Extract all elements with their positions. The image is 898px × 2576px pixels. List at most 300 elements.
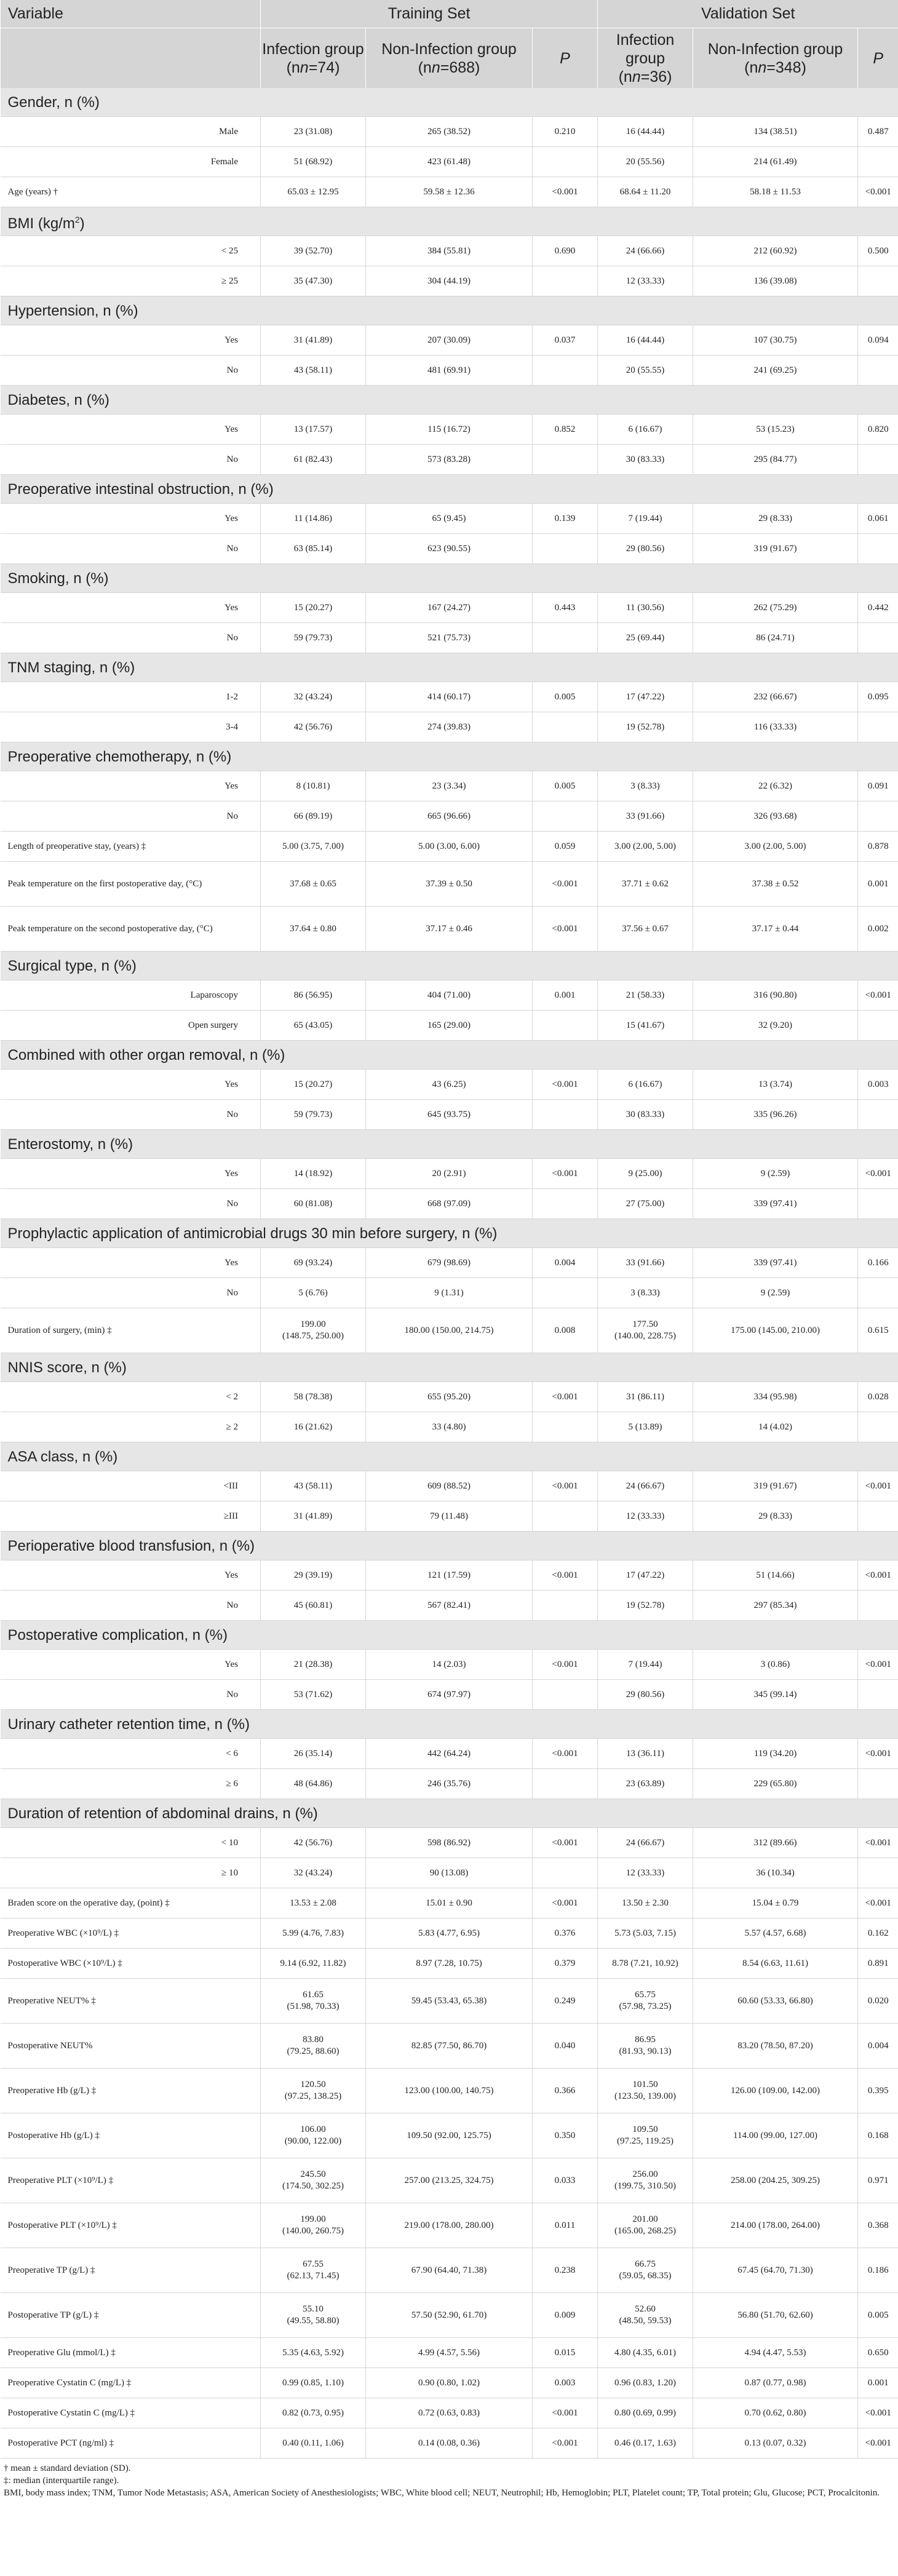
validation-p-cell: 0.442 bbox=[858, 593, 898, 623]
training-infection-cell: 199.00 (140.00, 260.75) bbox=[261, 2203, 366, 2248]
training-infection-cell: 66 (89.19) bbox=[261, 801, 366, 832]
category-row bbox=[1, 1501, 898, 1532]
variable-row bbox=[1, 2248, 898, 2293]
validation-non-infection-cell: 345 (99.14) bbox=[693, 1680, 858, 1710]
training-p-cell: 0.852 bbox=[533, 415, 598, 445]
validation-infection-cell: 27 (75.00) bbox=[598, 1189, 693, 1219]
training-infection-cell: 65.03 ± 12.95 bbox=[261, 177, 366, 207]
validation-non-infection-cell: 114.00 (99.00, 127.00) bbox=[693, 2113, 858, 2158]
training-infection-cell: 199.00 (148.75, 250.00) bbox=[261, 1308, 366, 1353]
section-label-text: BMI (kg/m bbox=[7, 215, 75, 232]
validation-p-cell: 0.061 bbox=[858, 504, 898, 534]
validation-p-cell: 0.650 bbox=[858, 2338, 898, 2368]
row-label: ≥ 6 bbox=[1, 1769, 261, 1799]
section-label-text: Smoking, n (%) bbox=[7, 570, 109, 587]
validation-p-cell: 0.003 bbox=[858, 1070, 898, 1100]
validation-infection-cell: 11 (30.56) bbox=[598, 593, 693, 623]
validation-p-cell: 0.500 bbox=[858, 236, 898, 266]
training-non-infection-cell: 165 (29.00) bbox=[366, 1011, 533, 1041]
validation-non-infection-cell: 83.20 (78.50, 87.20) bbox=[693, 2024, 858, 2069]
section-label bbox=[1, 1710, 898, 1739]
training-p-cell bbox=[533, 1769, 598, 1799]
training-infection-cell: 43 (58.11) bbox=[261, 1471, 366, 1501]
validation-infection-cell: 5 (13.89) bbox=[598, 1412, 693, 1442]
row-label: Peak temperature on the second postoperative day, (°C) bbox=[1, 907, 261, 952]
variable-row bbox=[1, 832, 898, 862]
category-row bbox=[1, 445, 898, 475]
validation-non-infection-cell: 119 (34.20) bbox=[693, 1739, 858, 1769]
category-row bbox=[1, 1011, 898, 1041]
validation-infection-cell: 20 (55.55) bbox=[598, 356, 693, 386]
footnote: ‡: median (interquartile range). bbox=[4, 2476, 119, 2486]
row-label: Yes bbox=[1, 1560, 261, 1591]
section-label bbox=[1, 296, 898, 325]
validation-non-infection-cell: 214.00 (178.00, 264.00) bbox=[693, 2203, 858, 2248]
validation-non-infection-cell: 262 (75.29) bbox=[693, 593, 858, 623]
section-label bbox=[1, 1532, 898, 1560]
training-infection-cell: 58 (78.38) bbox=[261, 1382, 366, 1412]
section-label-text: Combined with other organ removal, n (%) bbox=[7, 1046, 285, 1063]
category-row bbox=[1, 236, 898, 266]
validation-infection-cell: 16 (44.44) bbox=[598, 325, 693, 356]
section-label bbox=[1, 952, 898, 980]
section-row bbox=[1, 742, 898, 771]
validation-infection-cell: 25 (69.44) bbox=[598, 623, 693, 653]
section-label-text: Postoperative complication, n (%) bbox=[7, 1626, 228, 1644]
row-label: Yes bbox=[1, 1650, 261, 1680]
training-non-infection-cell: 423 (61.48) bbox=[366, 147, 533, 177]
validation-non-infection-cell: 0.87 (0.77, 0.98) bbox=[693, 2368, 858, 2398]
row-label: <III bbox=[1, 1471, 261, 1501]
training-p-cell: 0.376 bbox=[533, 1918, 598, 1949]
category-row bbox=[1, 712, 898, 742]
variable-row bbox=[1, 2293, 898, 2338]
training-non-infection-cell: 33 (4.80) bbox=[366, 1412, 533, 1442]
validation-non-infection-cell: 32 (9.20) bbox=[693, 1011, 858, 1041]
training-p-cell bbox=[533, 1501, 598, 1532]
validation-non-infection-cell: 107 (30.75) bbox=[693, 325, 858, 356]
training-p-cell: <0.001 bbox=[533, 907, 598, 952]
training-infection-cell: 8 (10.81) bbox=[261, 771, 366, 801]
section-row bbox=[1, 564, 898, 593]
category-row bbox=[1, 1412, 898, 1442]
validation-infection-cell: 33 (91.66) bbox=[598, 801, 693, 832]
validation-p-cell: 0.095 bbox=[858, 682, 898, 712]
training-infection-cell: 69 (93.24) bbox=[261, 1248, 366, 1278]
row-label: Postoperative PLT (×10⁹/L) ‡ bbox=[1, 2203, 261, 2248]
section-label bbox=[1, 386, 898, 415]
category-row bbox=[1, 1769, 898, 1799]
row-label: No bbox=[1, 1591, 261, 1621]
training-infection-cell: 21 (28.38) bbox=[261, 1650, 366, 1680]
row-label: Yes bbox=[1, 325, 261, 356]
row-label: Length of preoperative stay, (years) ‡ bbox=[1, 832, 261, 862]
footnote: † mean ± standard deviation (SD). bbox=[4, 2463, 131, 2473]
validation-infection-cell: 68.64 ± 11.20 bbox=[598, 177, 693, 207]
validation-non-infection-cell: 136 (39.08) bbox=[693, 266, 858, 296]
row-label: Female bbox=[1, 147, 261, 177]
training-non-infection-cell: 304 (44.19) bbox=[366, 266, 533, 296]
section-label bbox=[1, 1353, 898, 1382]
training-p-cell: 0.059 bbox=[533, 832, 598, 862]
training-infection-cell: 26 (35.14) bbox=[261, 1739, 366, 1769]
training-infection-cell: 15 (20.27) bbox=[261, 593, 366, 623]
training-non-infection-cell: 65 (9.45) bbox=[366, 504, 533, 534]
section-row bbox=[1, 386, 898, 415]
training-non-infection-cell: 82.85 (77.50, 86.70) bbox=[366, 2024, 533, 2069]
validation-infection-cell: 7 (19.44) bbox=[598, 1650, 693, 1680]
validation-p-cell bbox=[858, 1189, 898, 1219]
training-p-cell bbox=[533, 1591, 598, 1621]
validation-non-infection-cell: 316 (90.80) bbox=[693, 980, 858, 1011]
training-non-infection-cell: 4.99 (4.57, 5.56) bbox=[366, 2338, 533, 2368]
row-label: No bbox=[1, 445, 261, 475]
training-infection-cell: 43 (58.11) bbox=[261, 356, 366, 386]
training-non-infection-cell: 8.97 (7.28, 10.75) bbox=[366, 1949, 533, 1979]
validation-non-infection-cell: 67.45 (64.70, 71.30) bbox=[693, 2248, 858, 2293]
row-label: Preoperative Hb (g/L) ‡ bbox=[1, 2069, 261, 2113]
validation-p-cell: 0.891 bbox=[858, 1949, 898, 1979]
validation-p-cell: <0.001 bbox=[858, 980, 898, 1011]
section-label bbox=[1, 1219, 898, 1248]
training-infection-cell: 61 (82.43) bbox=[261, 445, 366, 475]
row-label: Open surgery bbox=[1, 1011, 261, 1041]
training-non-infection-cell: 645 (93.75) bbox=[366, 1100, 533, 1130]
training-non-infection-cell: 67.90 (64.40, 71.38) bbox=[366, 2248, 533, 2293]
training-p-cell bbox=[533, 1100, 598, 1130]
training-infection-cell: 23 (31.08) bbox=[261, 117, 366, 147]
validation-non-infection-cell: 297 (85.34) bbox=[693, 1591, 858, 1621]
training-p-cell: <0.001 bbox=[533, 1888, 598, 1918]
section-label-text: Duration of retention of abdominal drains, n (%) bbox=[7, 1805, 318, 1822]
validation-p-cell: 0.162 bbox=[858, 1918, 898, 1949]
row-label: Postoperative PCT (ng/ml) ‡ bbox=[1, 2428, 261, 2459]
training-infection-cell: 0.99 (0.85, 1.10) bbox=[261, 2368, 366, 2398]
training-infection-cell: 42 (56.76) bbox=[261, 1828, 366, 1858]
training-infection-cell: 0.82 (0.73, 0.95) bbox=[261, 2398, 366, 2428]
row-label: Peak temperature on the first postoperative day, (°C) bbox=[1, 862, 261, 907]
validation-non-infection-cell: 258.00 (204.25, 309.25) bbox=[693, 2158, 858, 2203]
validation-infection-cell: 9 (25.00) bbox=[598, 1159, 693, 1189]
variable-row bbox=[1, 2338, 898, 2368]
category-row bbox=[1, 1858, 898, 1888]
training-non-infection-cell: 14 (2.03) bbox=[366, 1650, 533, 1680]
training-non-infection-cell: 384 (55.81) bbox=[366, 236, 533, 266]
training-infection-cell: 13.53 ± 2.08 bbox=[261, 1888, 366, 1918]
validation-non-infection-cell: 37.17 ± 0.44 bbox=[693, 907, 858, 952]
training-infection-cell: 42 (56.76) bbox=[261, 712, 366, 742]
training-p-cell: <0.001 bbox=[533, 177, 598, 207]
training-infection-cell: 5 (6.76) bbox=[261, 1278, 366, 1308]
section-label bbox=[1, 88, 898, 117]
validation-p-cell: 0.368 bbox=[858, 2203, 898, 2248]
training-infection-cell: 39 (52.70) bbox=[261, 236, 366, 266]
validation-infection-cell: 31 (86.11) bbox=[598, 1382, 693, 1412]
validation-infection-cell: 66.75 (59.05, 68.35) bbox=[598, 2248, 693, 2293]
validation-non-infection-cell: 56.80 (51.70, 62.60) bbox=[693, 2293, 858, 2338]
validation-non-infection-cell: 15.04 ± 0.79 bbox=[693, 1888, 858, 1918]
row-label: ≥ 25 bbox=[1, 266, 261, 296]
training-p-header: P bbox=[533, 28, 598, 89]
variable-header-spacer bbox=[1, 28, 261, 89]
validation-infection-cell: 30 (83.33) bbox=[598, 445, 693, 475]
row-label: No bbox=[1, 1680, 261, 1710]
section-row bbox=[1, 1710, 898, 1739]
validation-p-cell: 0.001 bbox=[858, 2368, 898, 2398]
row-label: No bbox=[1, 801, 261, 832]
training-non-infection-cell: 609 (88.52) bbox=[366, 1471, 533, 1501]
training-non-infection-cell: 598 (86.92) bbox=[366, 1828, 533, 1858]
validation-non-infection-cell: 60.60 (53.33, 66.80) bbox=[693, 1979, 858, 2024]
section-row bbox=[1, 475, 898, 504]
training-non-infection-cell: 0.72 (0.63, 0.83) bbox=[366, 2398, 533, 2428]
category-row bbox=[1, 415, 898, 445]
category-row bbox=[1, 1591, 898, 1621]
category-row bbox=[1, 1739, 898, 1769]
validation-infection-cell: 201.00 (165.00, 268.25) bbox=[598, 2203, 693, 2248]
validation-infection-cell: 0.80 (0.69, 0.99) bbox=[598, 2398, 693, 2428]
section-label-text: Gender, n (%) bbox=[7, 93, 100, 111]
variable-row bbox=[1, 1888, 898, 1918]
training-non-infection-cell: 121 (17.59) bbox=[366, 1560, 533, 1591]
validation-infection-cell: 17 (47.22) bbox=[598, 1560, 693, 1591]
validation-non-infection-cell: 241 (69.25) bbox=[693, 356, 858, 386]
training-p-cell: <0.001 bbox=[533, 2398, 598, 2428]
validation-non-infection-cell: 51 (14.66) bbox=[693, 1560, 858, 1591]
training-p-cell: <0.001 bbox=[533, 862, 598, 907]
validation-non-infection-cell: 126.00 (109.00, 142.00) bbox=[693, 2069, 858, 2113]
training-non-infection-cell: 57.50 (52.90, 61.70) bbox=[366, 2293, 533, 2338]
validation-infection-cell: 37.56 ± 0.67 bbox=[598, 907, 693, 952]
training-infection-cell: 5.99 (4.76, 7.83) bbox=[261, 1918, 366, 1949]
category-row bbox=[1, 623, 898, 653]
training-p-cell: 0.139 bbox=[533, 504, 598, 534]
section-label bbox=[1, 653, 898, 682]
variable-header: Variable bbox=[1, 0, 261, 28]
validation-non-infection-cell: 3 (0.86) bbox=[693, 1650, 858, 1680]
validation-infection-cell: 19 (52.78) bbox=[598, 712, 693, 742]
row-label: < 2 bbox=[1, 1382, 261, 1412]
section-label-end: ) bbox=[79, 215, 85, 232]
training-non-infection-cell: 414 (60.17) bbox=[366, 682, 533, 712]
section-row bbox=[1, 1799, 898, 1828]
validation-p-cell: 0.395 bbox=[858, 2069, 898, 2113]
validation-non-infection-cell: 86 (24.71) bbox=[693, 623, 858, 653]
training-non-infection-cell: 219.00 (178.00, 280.00) bbox=[366, 2203, 533, 2248]
category-row bbox=[1, 117, 898, 147]
training-infection-cell: 53 (71.62) bbox=[261, 1680, 366, 1710]
row-label: Preoperative NEUT% ‡ bbox=[1, 1979, 261, 2024]
validation-p-cell: 0.487 bbox=[858, 117, 898, 147]
validation-infection-cell: 12 (33.33) bbox=[598, 1858, 693, 1888]
section-label-text: Diabetes, n (%) bbox=[7, 391, 109, 408]
validation-infection-cell: 23 (63.89) bbox=[598, 1769, 693, 1799]
validation-non-infection-cell: 116 (33.33) bbox=[693, 712, 858, 742]
training-non-infection-cell: 37.39 ± 0.50 bbox=[366, 862, 533, 907]
training-p-cell: 0.379 bbox=[533, 1949, 598, 1979]
validation-p-cell bbox=[858, 266, 898, 296]
section-label-sup: 2 bbox=[74, 214, 80, 225]
row-label: < 10 bbox=[1, 1828, 261, 1858]
validation-non-infection-cell: 22 (6.32) bbox=[693, 771, 858, 801]
validation-infection-cell: 4.80 (4.35, 6.01) bbox=[598, 2338, 693, 2368]
training-p-cell: 0.443 bbox=[533, 593, 598, 623]
training-non-infection-cell: 567 (82.41) bbox=[366, 1591, 533, 1621]
variable-row bbox=[1, 1918, 898, 1949]
validation-infection-cell: 3 (8.33) bbox=[598, 771, 693, 801]
training-infection-cell: 65 (43.05) bbox=[261, 1011, 366, 1041]
training-non-infection-cell: 59.45 (53.43, 65.38) bbox=[366, 1979, 533, 2024]
training-non-infection-cell: 521 (75.73) bbox=[366, 623, 533, 653]
section-label bbox=[1, 1041, 898, 1070]
training-non-infection-header: Non-Infection group (nn=688) bbox=[366, 28, 533, 89]
training-set-header: Training Set bbox=[261, 0, 598, 28]
row-label: No bbox=[1, 623, 261, 653]
validation-infection-cell: 24 (66.67) bbox=[598, 1828, 693, 1858]
category-row bbox=[1, 1070, 898, 1100]
training-non-infection-cell: 623 (90.55) bbox=[366, 534, 533, 564]
validation-p-cell bbox=[858, 712, 898, 742]
validation-non-infection-cell: 229 (65.80) bbox=[693, 1769, 858, 1799]
section-label-text: Surgical type, n (%) bbox=[7, 957, 137, 974]
section-row bbox=[1, 1353, 898, 1382]
category-row bbox=[1, 801, 898, 832]
row-label: Yes bbox=[1, 593, 261, 623]
training-p-cell: 0.366 bbox=[533, 2069, 598, 2113]
section-row bbox=[1, 296, 898, 325]
category-row bbox=[1, 1560, 898, 1591]
validation-p-cell: <0.001 bbox=[858, 1888, 898, 1918]
training-p-cell: 0.005 bbox=[533, 682, 598, 712]
training-non-infection-cell: 207 (30.09) bbox=[366, 325, 533, 356]
training-non-infection-cell: 668 (97.09) bbox=[366, 1189, 533, 1219]
training-p-cell: 0.001 bbox=[533, 980, 598, 1011]
row-label: Preoperative WBC (×10⁹/L) ‡ bbox=[1, 1918, 261, 1949]
training-p-cell bbox=[533, 801, 598, 832]
validation-infection-cell: 20 (55.56) bbox=[598, 147, 693, 177]
validation-p-cell: 0.971 bbox=[858, 2158, 898, 2203]
training-p-cell bbox=[533, 534, 598, 564]
training-infection-cell: 14 (18.92) bbox=[261, 1159, 366, 1189]
validation-non-infection-cell: 9 (2.59) bbox=[693, 1159, 858, 1189]
validation-infection-cell: 6 (16.67) bbox=[598, 1070, 693, 1100]
section-label bbox=[1, 1130, 898, 1159]
validation-p-cell bbox=[858, 445, 898, 475]
section-row bbox=[1, 1532, 898, 1560]
section-label-text: ASA class, n (%) bbox=[7, 1448, 118, 1465]
validation-p-cell bbox=[858, 1412, 898, 1442]
category-row bbox=[1, 1100, 898, 1130]
training-non-infection-cell: 9 (1.31) bbox=[366, 1278, 533, 1308]
validation-p-cell: <0.001 bbox=[858, 1471, 898, 1501]
validation-p-cell bbox=[858, 1278, 898, 1308]
variable-row bbox=[1, 2398, 898, 2428]
variable-row bbox=[1, 1949, 898, 1979]
validation-non-infection-cell: 37.38 ± 0.52 bbox=[693, 862, 858, 907]
validation-p-cell bbox=[858, 1100, 898, 1130]
validation-infection-cell: 101.50 (123.50, 139.00) bbox=[598, 2069, 693, 2113]
training-p-cell: <0.001 bbox=[533, 1739, 598, 1769]
training-p-cell: 0.690 bbox=[533, 236, 598, 266]
training-p-cell: 0.004 bbox=[533, 1248, 598, 1278]
training-p-cell bbox=[533, 445, 598, 475]
training-infection-cell: 35 (47.30) bbox=[261, 266, 366, 296]
row-label: Postoperative Cystatin C (mg/L) ‡ bbox=[1, 2398, 261, 2428]
validation-p-cell bbox=[858, 534, 898, 564]
training-non-infection-cell: 679 (98.69) bbox=[366, 1248, 533, 1278]
category-row bbox=[1, 325, 898, 356]
training-infection-cell: 83.80 (79.25, 88.60) bbox=[261, 2024, 366, 2069]
validation-p-cell: 0.186 bbox=[858, 2248, 898, 2293]
section-row bbox=[1, 207, 898, 236]
training-p-cell bbox=[533, 712, 598, 742]
validation-infection-cell: 3 (8.33) bbox=[598, 1278, 693, 1308]
validation-non-infection-cell: 134 (38.51) bbox=[693, 117, 858, 147]
training-non-infection-cell: 109.50 (92.00, 125.75) bbox=[366, 2113, 533, 2158]
category-row bbox=[1, 593, 898, 623]
variable-row bbox=[1, 2368, 898, 2398]
row-label: Yes bbox=[1, 1248, 261, 1278]
section-row bbox=[1, 1621, 898, 1650]
section-label bbox=[1, 1621, 898, 1650]
section-label-text: Enterostomy, n (%) bbox=[7, 1135, 133, 1153]
validation-p-cell: <0.001 bbox=[858, 1560, 898, 1591]
training-non-infection-cell: 123.00 (100.00, 140.75) bbox=[366, 2069, 533, 2113]
validation-non-infection-cell: 3.00 (2.00, 5.00) bbox=[693, 832, 858, 862]
row-label: 3-4 bbox=[1, 712, 261, 742]
training-non-infection-cell: 23 (3.34) bbox=[366, 771, 533, 801]
variable-row bbox=[1, 2113, 898, 2158]
footnote: BMI, body mass index; TNM, Tumor Node Metastasis; ASA, American Society of Anesthesiologists; WBC, White blood cell; NEUT, Neutrophil; Hb, Hemoglobin; PLT, Platelet count; TP, Total protein; Glu, Glucose; PCT, Procalcitonin. bbox=[4, 2488, 880, 2498]
training-p-cell: <0.001 bbox=[533, 1650, 598, 1680]
validation-p-cell: <0.001 bbox=[858, 2398, 898, 2428]
training-infection-cell: 16 (21.62) bbox=[261, 1412, 366, 1442]
variable-row bbox=[1, 2158, 898, 2203]
training-infection-cell: 29 (39.19) bbox=[261, 1560, 366, 1591]
validation-p-cell: 0.878 bbox=[858, 832, 898, 862]
row-label: No bbox=[1, 1278, 261, 1308]
row-label: Yes bbox=[1, 771, 261, 801]
row-label: Postoperative WBC (×10⁹/L) ‡ bbox=[1, 1949, 261, 1979]
validation-p-cell: 0.091 bbox=[858, 771, 898, 801]
row-label: 1-2 bbox=[1, 682, 261, 712]
validation-non-infection-cell: 232 (66.67) bbox=[693, 682, 858, 712]
validation-infection-cell: 29 (80.56) bbox=[598, 534, 693, 564]
training-p-cell: 0.210 bbox=[533, 117, 598, 147]
training-p-cell bbox=[533, 1011, 598, 1041]
row-label: Age (years) † bbox=[1, 177, 261, 207]
section-label bbox=[1, 475, 898, 504]
row-label: Yes bbox=[1, 1159, 261, 1189]
validation-p-cell bbox=[858, 1591, 898, 1621]
training-p-cell bbox=[533, 623, 598, 653]
category-row bbox=[1, 1471, 898, 1501]
category-row bbox=[1, 1248, 898, 1278]
row-label: Preoperative Cystatin C (mg/L) ‡ bbox=[1, 2368, 261, 2398]
section-label-text: Preoperative intestinal obstruction, n (%) bbox=[7, 480, 274, 498]
row-label: Yes bbox=[1, 415, 261, 445]
validation-infection-cell: 21 (58.33) bbox=[598, 980, 693, 1011]
training-infection-cell: 15 (20.27) bbox=[261, 1070, 366, 1100]
validation-p-cell bbox=[858, 1680, 898, 1710]
validation-non-infection-cell: 29 (8.33) bbox=[693, 1501, 858, 1532]
training-p-cell: 0.003 bbox=[533, 2368, 598, 2398]
validation-p-cell: 0.002 bbox=[858, 907, 898, 952]
section-label-text: NNIS score, n (%) bbox=[7, 1359, 127, 1376]
validation-non-infection-cell: 9 (2.59) bbox=[693, 1278, 858, 1308]
training-non-infection-cell: 15.01 ± 0.90 bbox=[366, 1888, 533, 1918]
training-infection-cell: 61.65 (51.98, 70.33) bbox=[261, 1979, 366, 2024]
